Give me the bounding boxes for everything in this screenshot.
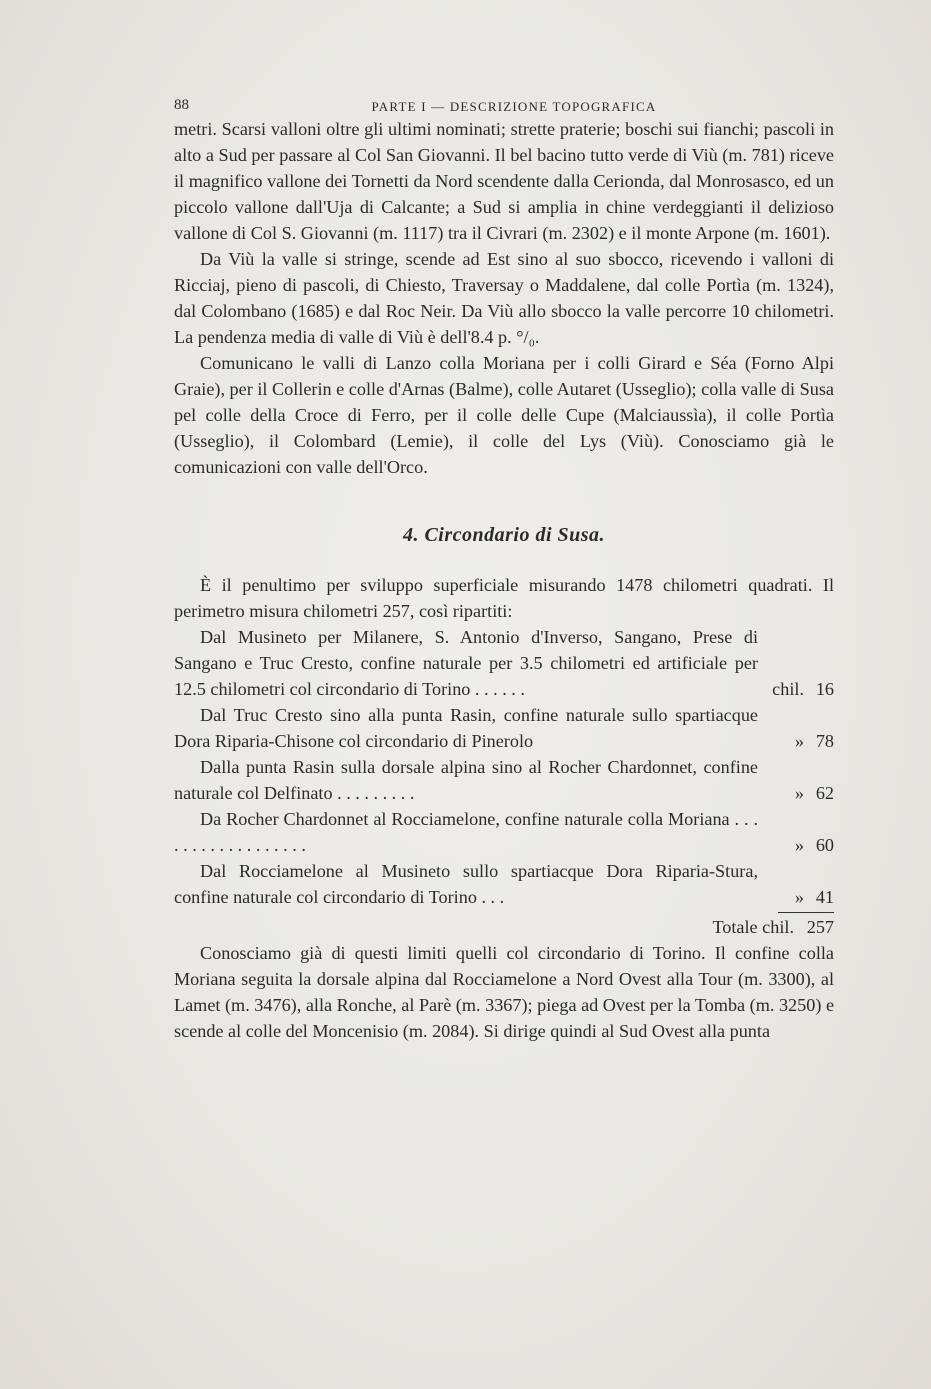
total-rule xyxy=(778,912,834,913)
perimeter-entry-value: 62 xyxy=(815,783,834,803)
section-intro: È il penultimo per sviluppo superficiale misurando 1478 chilometri quadrati. Il perimetro misura chilometri 257, così ripartiti: xyxy=(174,575,834,621)
perimeter-entry xyxy=(174,624,834,702)
running-head xyxy=(174,88,834,112)
total-label: Totale chil. xyxy=(712,917,794,937)
perimeter-total xyxy=(174,910,834,940)
page-number: 88 xyxy=(174,97,189,113)
perimeter-entry-unit: » xyxy=(794,887,804,907)
perimeter-entry-text: Da Rocher Chardonnet al Rocciamelone, confine naturale colla Moriana . . . . . . . . . . . . . . . . . . xyxy=(174,809,758,855)
running-head-title: PARTE I — DESCRIZIONE TOPOGRAFICA xyxy=(371,99,657,114)
total-value: 257 xyxy=(806,917,834,937)
perimeter-entry xyxy=(174,702,834,754)
perimeter-entry-unit: » xyxy=(794,783,804,803)
perimeter-entry-unit: chil. xyxy=(772,679,804,699)
perimeter-entry-text: Dalla punta Rasin sulla dorsale alpina sino al Rocher Chardonnet, confine naturale col Delfinato . . . . . . . . . xyxy=(174,757,758,803)
perimeter-entry xyxy=(174,754,834,806)
perimeter-entry xyxy=(174,806,834,858)
paragraph-continuation: metri. Scarsi valloni oltre gli ultimi nominati; strette praterie; boschi sui fianchi; pascoli in alto a Sud per passare al Col San Giovanni. Il bel bacino tutto verde di Viù (m. 781) riceve il magnifico vallone dei Tornetti da Nord scendente dalla Cerionda, dal Monrosasco, ed un piccolo vallone dall'Uja di Calcante; a Sud si amplia in chine verdeggianti il delizioso vallone di Col S. Giovanni (m. 1117) tra il Civrari (m. 2302) e il monte Arpone (m. 1601). xyxy=(174,119,834,243)
perimeter-entry-text: Dal Truc Cresto sino alla punta Rasin, confine naturale sullo spartiacque Dora Riparia-Chisone col circondario di Pinerolo xyxy=(174,705,758,751)
perimeter-entry-text: Dal Rocciamelone al Musineto sullo spartiacque Dora Riparia-Stura, confine naturale col circondario di Torino . . . xyxy=(174,861,758,907)
perimeter-entry-value: 78 xyxy=(815,731,834,751)
perimeter-entry-text: Dal Musineto per Milanere, S. Antonio d'Inverso, Sangano, Prese di Sangano e Truc Cresto, confine naturale per 3.5 chilometri ed artificiale per 12.5 chilometri col circondario di Torino . . . . . . xyxy=(174,627,758,699)
section-heading: 4. Circondario di Susa. xyxy=(402,524,606,546)
perimeter-entry-value: 41 xyxy=(815,887,834,907)
paragraph-communications: Comunicano le valli di Lanzo colla Moriana per i colli Girard e Séa (Forno Alpi Graie), per il Collerin e colle d'Arnas (Balme), colle Autaret (Usseglio); colla valle di Susa pel colle della Croce di Ferro, per il colle delle Cupe (Malciaussìa), il colle Portìa (Usseglio), il Colombard (Lemie), il colle del Lys (Viù). Conosciamo già le comunicazioni con valle dell'Orco. xyxy=(174,353,834,477)
perimeter-entry-value: 60 xyxy=(815,835,834,855)
page-text-block xyxy=(174,88,834,1044)
perimeter-entry-unit: » xyxy=(794,731,804,751)
paragraph-viu-valley: Da Viù la valle si stringe, scende ad Est sino al suo sbocco, ricevendo i valloni di Ricciaj, pieno di pascoli, di Chiesto, Traversay o Maddalene, dal colle Portìa (m. 1324), dal Colombano (1685) e dal Roc Neir. Da Viù allo sbocco la valle percorre 10 chilometri. La pendenza media di valle di Viù è dell'8.4 p. °/₀. xyxy=(174,249,834,347)
perimeter-entry xyxy=(174,858,834,910)
perimeter-entry-unit: » xyxy=(794,835,804,855)
perimeter-entry-value: 16 xyxy=(815,679,834,699)
paragraph-closing: Conosciamo già di questi limiti quelli col circondario di Torino. Il confine colla Moriana seguita la dorsale alpina dal Rocciamelone a Nord Ovest alla Tour (m. 3300), al Lamet (m. 3476), alla Ronche, al Parè (m. 3367); piega ad Ovest per la Tomba (m. 3250) e scende al colle del Moncenisio (m. 2084). Si dirige quindi al Sud Ovest alla punta xyxy=(174,943,835,1041)
